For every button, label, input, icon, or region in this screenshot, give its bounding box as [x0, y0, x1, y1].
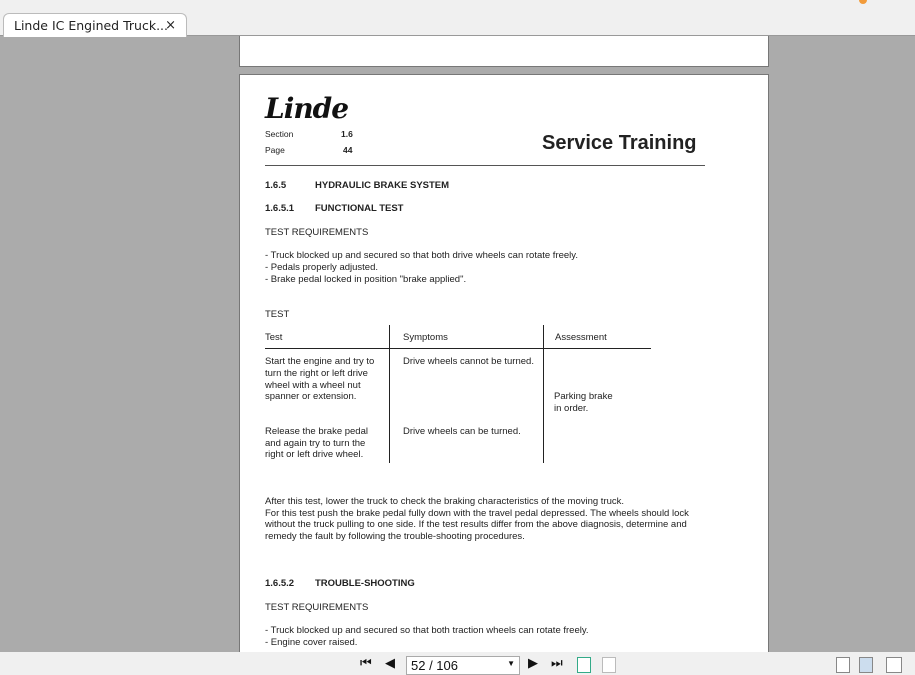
paragraph-line: After this test, lower the truck to check the braking characteristics of the moving truck.: [265, 496, 625, 507]
table-cell: Drive wheels can be turned.: [403, 426, 521, 437]
section-value: 1.6: [341, 129, 353, 139]
table-header: Test: [265, 332, 283, 343]
page-title: Service Training: [542, 132, 697, 154]
list-item: - Pedals properly adjusted.: [265, 262, 379, 273]
table-cell: spanner or extension.: [265, 391, 357, 402]
heading-num: 1.6.5.2: [265, 578, 295, 589]
dropdown-arrow-icon: ▼: [507, 659, 515, 668]
list-item: - Brake pedal locked in position "brake applied".: [265, 274, 467, 285]
continuous-view-icon[interactable]: [859, 657, 873, 673]
heading: FUNCTIONAL TEST: [315, 203, 404, 214]
requirements-title: TEST REQUIREMENTS: [265, 227, 369, 238]
table-cell: Parking brake: [554, 391, 613, 402]
notification-dot: [859, 0, 867, 4]
paragraph-line: remedy the fault by following the trouble-shooting procedures.: [265, 531, 525, 542]
table-cell: Release the brake pedal: [265, 426, 368, 437]
single-page-view-icon[interactable]: [836, 657, 850, 673]
requirements-title: TEST REQUIREMENTS: [265, 602, 369, 613]
go-back-icon[interactable]: [577, 657, 591, 673]
list-item: - Engine cover raised.: [265, 637, 358, 648]
table-header: Symptoms: [403, 332, 448, 343]
page-label: Page: [265, 145, 285, 155]
paragraph-line: For this test push the brake pedal fully down with the travel pedal depressed. The wheels should lock: [265, 508, 689, 519]
table-cell: wheel with a wheel nut: [265, 380, 361, 391]
document-tab[interactable]: [3, 13, 187, 37]
facing-view-icon[interactable]: [886, 657, 902, 673]
heading-num: 1.6.5: [265, 180, 287, 191]
next-page-button[interactable]: ▶: [528, 655, 538, 670]
header-divider: [265, 165, 705, 166]
heading: HYDRAULIC BRAKE SYSTEM: [315, 180, 450, 191]
page-number: 52 / 106: [411, 658, 458, 673]
section-label: Section: [265, 129, 294, 139]
go-forward-icon[interactable]: [602, 657, 616, 673]
list-item: - Truck blocked up and secured so that both traction wheels can rotate freely.: [265, 625, 589, 636]
table-cell: right or left drive wheel.: [265, 449, 364, 460]
close-tab-icon[interactable]: ×: [165, 18, 176, 33]
tab-title: Linde IC Engined Truck...: [14, 18, 168, 33]
table-rule: [265, 348, 651, 349]
heading: TROUBLE-SHOOTING: [315, 578, 415, 589]
tab-bar: [0, 0, 915, 36]
list-item: - Truck blocked up and secured so that both drive wheels can rotate freely.: [265, 250, 578, 261]
table-cell: and again try to turn the: [265, 438, 366, 449]
linde-logo: Linde: [265, 92, 349, 125]
last-page-button[interactable]: ⏭: [551, 655, 563, 670]
previous-page-button[interactable]: ◀: [385, 655, 395, 670]
table-cell: Drive wheels cannot be turned.: [403, 356, 534, 367]
paragraph-line: without the truck pulling to one side. If the test results differ from the above diagnosis, determine and: [265, 519, 687, 530]
heading-num: 1.6.5.1: [265, 203, 295, 214]
table-column-divider: [389, 325, 390, 463]
table-column-divider: [543, 325, 544, 463]
table-header: Assessment: [555, 332, 607, 343]
page-number-select[interactable]: [406, 656, 520, 675]
table-cell: turn the right or left drive: [265, 368, 368, 379]
previous-page: [239, 36, 769, 67]
table-cell: in order.: [554, 403, 589, 414]
first-page-button[interactable]: ⏮: [360, 655, 372, 670]
test-title: TEST: [265, 309, 290, 320]
page-value: 44: [343, 145, 353, 155]
table-cell: Start the engine and try to: [265, 356, 375, 367]
